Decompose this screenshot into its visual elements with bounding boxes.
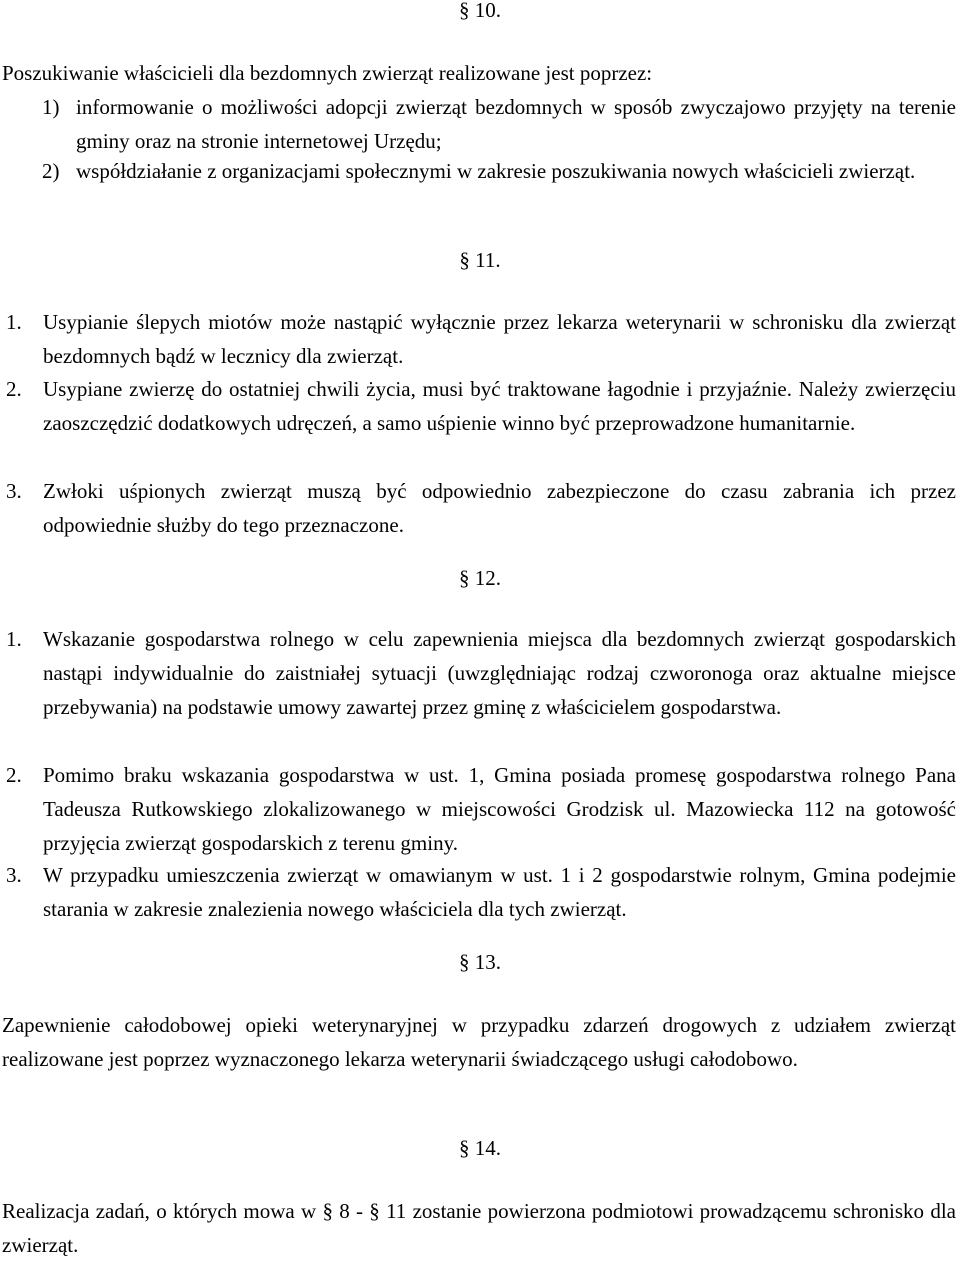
section-11-item-3 [6,474,956,542]
item-text: Wskazanie gospodarstwa rolnego w celu zapewnienia miejsca dla bezdomnych zwierząt gospodarskich nastąpi indywidualnie do zaistniałej sytuacji (uwzględniając rodzaj czworonoga oraz aktualne miejsce przebywania) na podstawie umowy zawartej przez gminę z właścicielem gospodarstwa. [43,627,956,719]
item-number: 3. [6,479,22,503]
item-text: Usypiane zwierzę do ostatniej chwili życia, musi być traktowane łagodnie i przyjaźnie. Należy zwierzęciu zaoszczędzić dodatkowych udręczeń, a samo uśpienie winno być przeprowadzone humanitarnie. [43,377,956,435]
section-14-text: Realizacja zadań, o których mowa w § 8 - § 11 zostanie powierzona podmiotowi prowadzącemu schronisko dla zwierząt. [2,1199,956,1257]
item-number: 2) [42,159,60,183]
section-11-heading: § 11. [459,248,501,272]
section-12-heading: § 12. [459,566,501,590]
item-number: 1. [6,627,22,651]
section-11-item-2 [6,372,956,440]
item-text: Pomimo braku wskazania gospodarstwa w ust. 1, Gmina posiada promesę gospodarstwa rolnego Pana Tadeusza Rutkowskiego zlokalizowanego w miejscowości Grodzisk ul. Mazowiecka 112 na gotowość przyjęcia zwierząt gospodarskich z terenu gminy. [43,763,956,855]
section-10-heading: § 10. [459,0,501,22]
item-text: Usypianie ślepych miotów może nastąpić wyłącznie przez lekarza weterynarii w schronisku dla zwierząt bezdomnych bądź w lecznicy dla zwierząt. [43,310,956,368]
item-number: 2. [6,763,22,787]
item-text: W przypadku umieszczenia zwierząt w omawianym w ust. 1 i 2 gospodarstwie rolnym, Gmina podejmie starania w zakresie znalezienia nowego właściciela dla tych zwierząt. [43,863,956,921]
item-number: 3. [6,863,22,887]
item-text: współdziałanie z organizacjami społecznymi w zakresie poszukiwania nowych właścicieli zwierząt. [76,159,916,183]
section-11-item-1 [6,305,956,373]
section-12-item-2 [6,758,956,860]
section-14-heading: § 14. [459,1136,501,1160]
item-number: 1. [6,310,22,334]
item-number: 2. [6,377,22,401]
item-text: Zwłoki uśpionych zwierząt muszą być odpowiednio zabezpieczone do czasu zabrania ich przez odpowiednie służby do tego przeznaczone. [43,479,956,537]
section-10-item-1 [6,90,956,158]
section-12-item-1 [6,622,956,724]
section-13-heading: § 13. [459,950,501,974]
item-text: informowanie o możliwości adopcji zwierząt bezdomnych w sposób zwyczajowo przyjęty na terenie gminy oraz na stronie internetowej Urzędu; [76,95,956,153]
section-10-item-2 [6,154,956,188]
section-13-text: Zapewnienie całodobowej opieki weterynaryjnej w przypadku zdarzeń drogowych z udziałem zwierząt realizowane jest poprzez wyznaczonego lekarza weterynarii świadczącego usługi całodobowo. [2,1013,956,1071]
section-12-item-3 [6,858,956,926]
section-10-intro: Poszukiwanie właścicieli dla bezdomnych zwierząt realizowane jest poprzez: [2,61,653,85]
item-number: 1) [42,95,60,119]
